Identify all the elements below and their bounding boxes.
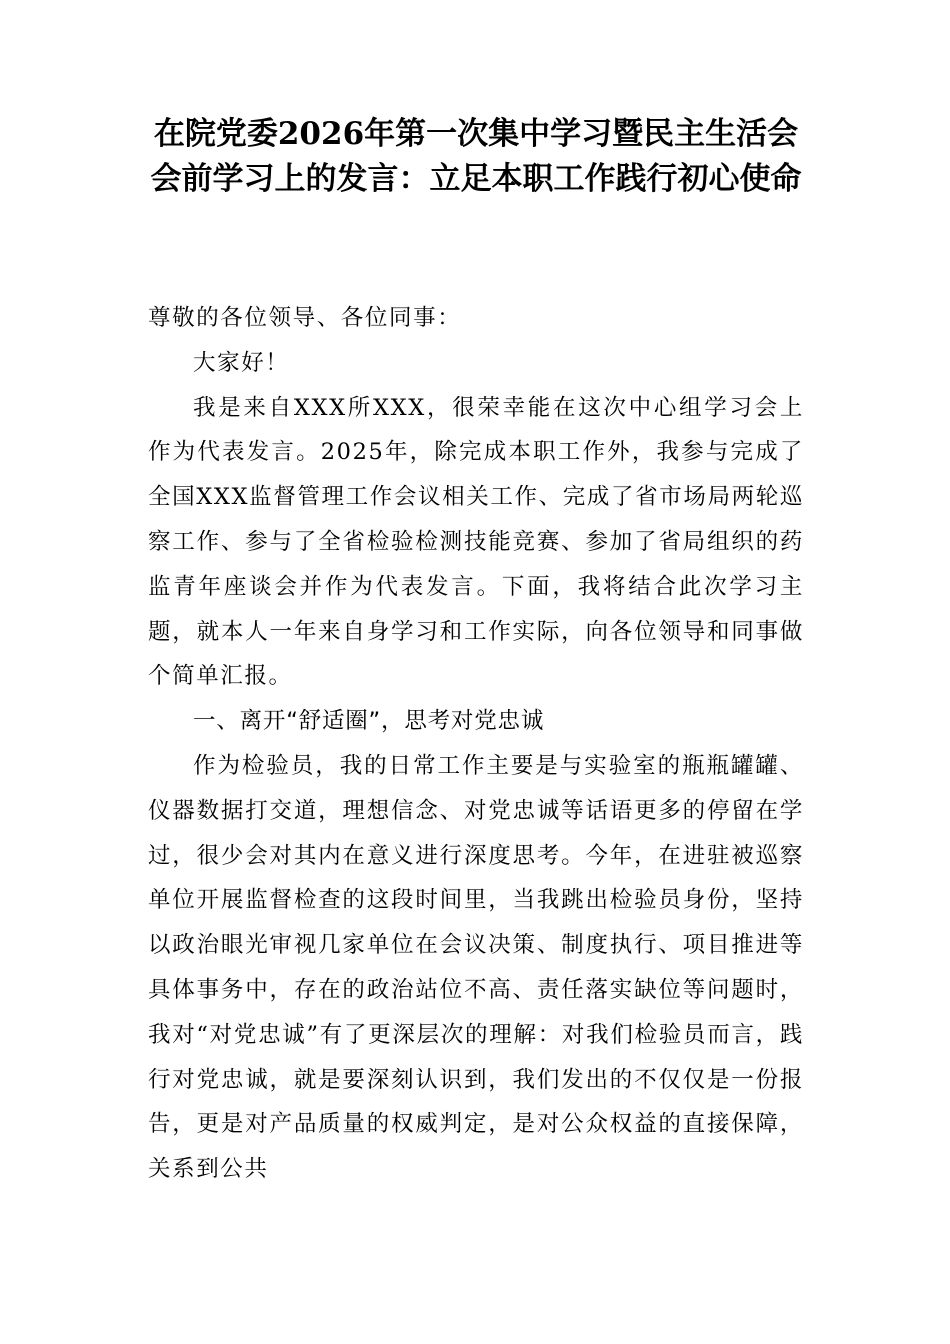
document-body	[148, 296, 804, 1192]
section-heading-1: 一、离开“舒适圈”，思考对党忠诚	[193, 708, 545, 735]
intro-paragraph: 我是来自XXX所XXX，很荣幸能在这次中心组学习会上作为代表发言。2025年，除完成本职工作外，我参与完成了全国XXX监督管理工作会议相关工作、完成了省市场局两轮巡察工作、参与了全省检验检测技能竞赛、参加了省局组织的药监青年座谈会并作为代表发言。下面，我将结合此次学习主题，就本人一年来自身学习和工作实际，向各位领导和同事做个简单汇报。	[148, 394, 804, 690]
document-title: 在院党委2026年第一次集中学习暨民主生活会会前学习上的发言：立足本职工作践行初心使命	[150, 116, 802, 197]
salutation: 尊敬的各位领导、各位同事：	[148, 305, 462, 331]
section-1-paragraph: 作为检验员，我的日常工作主要是与实验室的瓶瓶罐罐、仪器数据打交道，理想信念、对党忠诚等话语更多的停留在学过，很少会对其内在意义进行深度思考。今年，在进驻被巡察单位开展监督检查的这段时间里，当我跳出检验员身份，坚持以政治眼光审视几家单位在会议决策、制度执行、项目推进等具体事务中，存在的政治站位不高、责任落实缺位等问题时，我对“对党忠诚”有了更深层次的理解：对我们检验员而言，践行对党忠诚，就是要深刻认识到，我们发出的不仅仅是一份报告，更是对产品质量的权威判定，是对公众权益的直接保障，关系到公共	[148, 752, 804, 1183]
greeting: 大家好！	[193, 349, 290, 376]
